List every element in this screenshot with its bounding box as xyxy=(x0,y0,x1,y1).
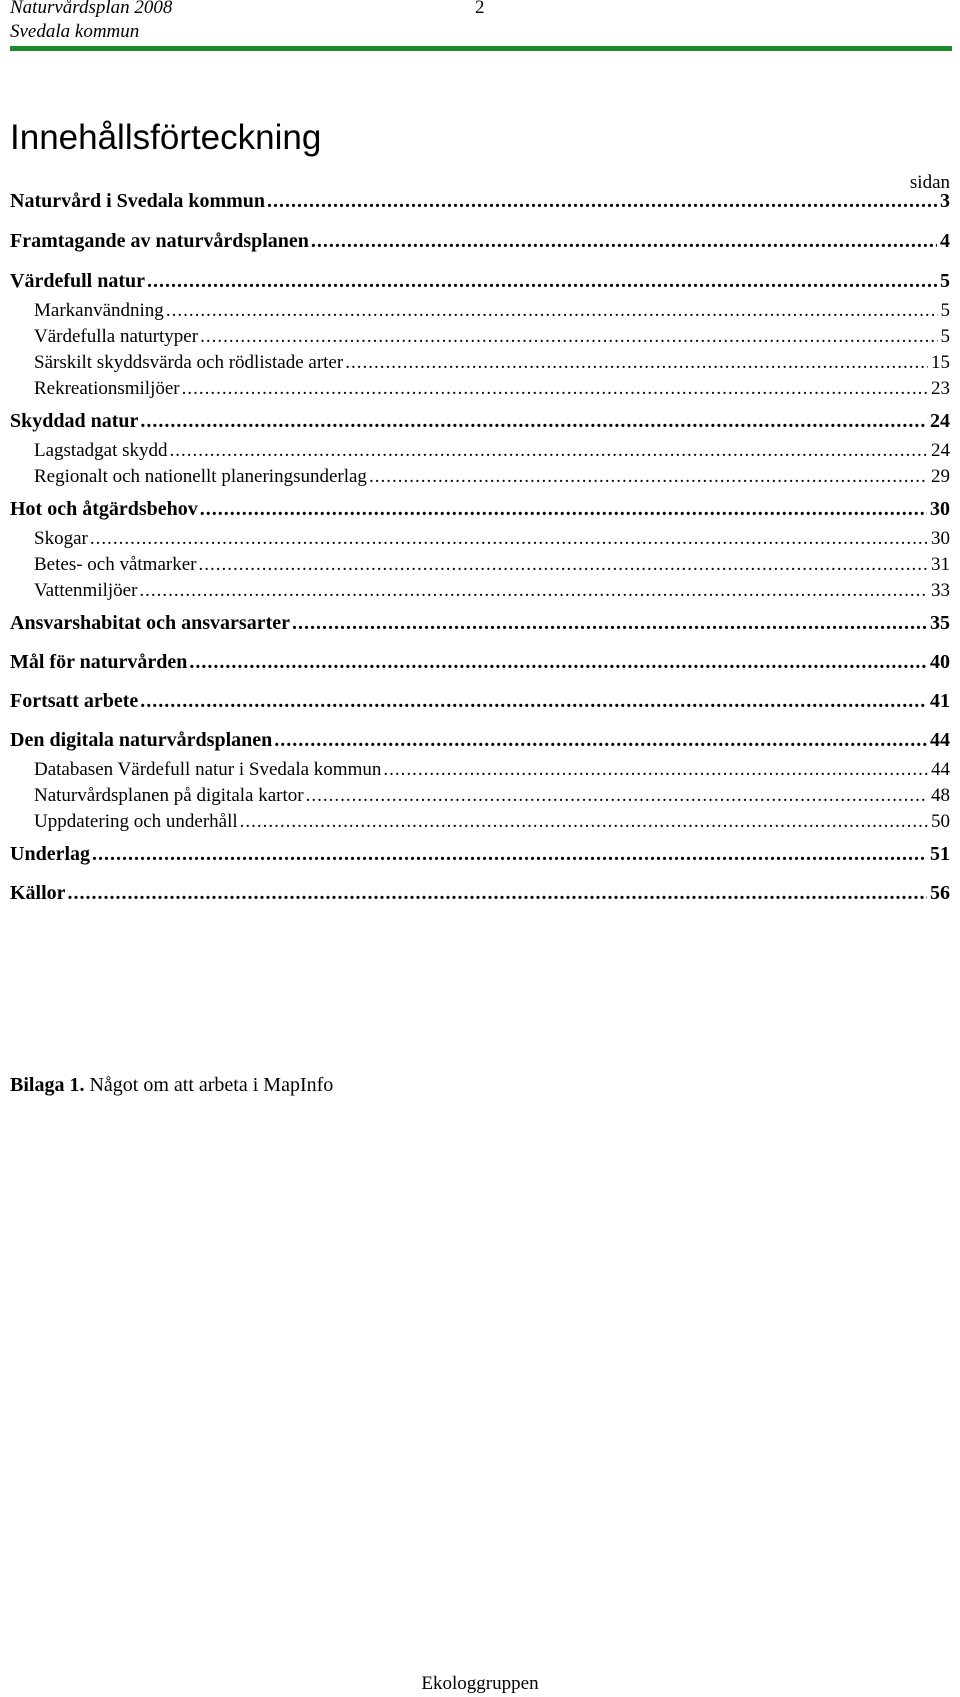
toc-dot-leader xyxy=(292,611,927,635)
toc-dot-leader xyxy=(140,409,927,433)
toc-entry-label: Markanvändning xyxy=(34,300,164,321)
toc-entry-label: Underlag xyxy=(10,843,90,865)
footer-text: Ekologgruppen xyxy=(421,1673,539,1694)
toc-entry-label: Värdefulla naturtyper xyxy=(34,326,199,347)
toc-entry xyxy=(10,881,950,905)
toc-entry xyxy=(10,759,950,781)
toc-dot-leader xyxy=(68,881,927,905)
toc-entry-page: 44 xyxy=(931,759,950,780)
toc-entry-page: 50 xyxy=(931,811,950,832)
toc-dot-leader xyxy=(306,785,928,807)
toc-entry-page: 23 xyxy=(931,378,950,399)
toc-dot-leader xyxy=(189,650,927,674)
toc-entry xyxy=(10,497,950,521)
toc-entry-page: 5 xyxy=(940,300,950,321)
toc-entry-page: 3 xyxy=(940,190,950,212)
toc-entry xyxy=(10,842,950,866)
toc-entry-page: 15 xyxy=(931,352,950,373)
toc-entry-page: 31 xyxy=(931,554,950,575)
toc-entry xyxy=(10,300,950,322)
toc-entry-page: 40 xyxy=(930,651,950,673)
toc-dot-leader xyxy=(311,229,937,253)
toc-dot-leader xyxy=(140,689,927,713)
toc-dot-leader xyxy=(182,378,928,400)
toc-entry xyxy=(10,352,950,374)
toc-entry xyxy=(10,466,950,488)
toc-entry-page: 33 xyxy=(931,580,950,601)
toc-entry-label: Rekreationsmiljöer xyxy=(34,378,180,399)
toc-entry xyxy=(10,229,950,253)
appendix-text: Något om att arbeta i MapInfo xyxy=(89,1074,334,1096)
toc-entry-page: 29 xyxy=(931,466,950,487)
toc-entry-label: Mål för naturvården xyxy=(10,651,188,673)
toc-dot-leader xyxy=(90,528,928,550)
toc-entry xyxy=(10,650,950,674)
page-column-label: sidan xyxy=(909,172,950,193)
appendix-label: Bilaga 1. xyxy=(10,1074,85,1096)
page-title: Innehållsförteckning xyxy=(10,118,322,157)
toc-entry-label: Uppdatering och underhåll xyxy=(34,811,238,832)
toc-dot-leader xyxy=(345,352,928,374)
toc-entry-label: Naturvårdsplanen på digitala kartor xyxy=(34,785,304,806)
toc-entry-label: Särskilt skyddsvärda och rödlistade arter xyxy=(34,352,344,373)
toc-entry-page: 5 xyxy=(940,326,950,347)
toc-entry-page: 24 xyxy=(931,440,950,461)
toc-dot-leader xyxy=(200,497,927,521)
toc-entry-label: Skyddad natur xyxy=(10,410,139,432)
header-page-number: 2 xyxy=(475,0,485,18)
toc-entry xyxy=(10,528,950,550)
toc-dot-leader xyxy=(170,440,928,462)
toc-entry-label: Naturvård i Svedala kommun xyxy=(10,190,266,212)
toc-entry-label: Vattenmiljöer xyxy=(34,580,138,601)
toc-entry xyxy=(10,689,950,713)
table-of-contents xyxy=(10,0,950,1697)
toc-dot-leader xyxy=(139,580,928,602)
toc-entry xyxy=(10,269,950,293)
toc-dot-leader xyxy=(166,300,938,322)
toc-dot-leader xyxy=(240,811,928,833)
toc-entry-label: Lagstadgat skydd xyxy=(34,440,168,461)
toc-entry-page: 4 xyxy=(940,230,950,252)
toc-entry-page: 35 xyxy=(930,612,950,634)
toc-dot-leader xyxy=(267,189,937,213)
toc-entry-page: 5 xyxy=(940,270,950,292)
toc-entry xyxy=(10,580,950,602)
toc-entry xyxy=(10,326,950,348)
toc-entry-page: 41 xyxy=(930,690,950,712)
toc-entry xyxy=(10,378,950,400)
toc-entry-page: 51 xyxy=(930,843,950,865)
toc-entry-label: Den digitala naturvårdsplanen xyxy=(10,729,273,751)
header-subtitle: Svedala kommun xyxy=(10,21,140,42)
toc-entry-page: 48 xyxy=(931,785,950,806)
toc-entry xyxy=(10,440,950,462)
toc-dot-leader xyxy=(147,269,937,293)
toc-entry-label: Framtagande av naturvårdsplanen xyxy=(10,230,309,252)
toc-entry-page: 24 xyxy=(930,410,950,432)
page-footer xyxy=(0,1673,960,1695)
toc-entry-label: Databasen Värdefull natur i Svedala kommun xyxy=(34,759,382,780)
toc-dot-leader xyxy=(92,842,927,866)
toc-entry xyxy=(10,611,950,635)
toc-dot-leader xyxy=(200,326,937,348)
toc-dot-leader xyxy=(383,759,928,781)
toc-dot-leader xyxy=(274,728,927,752)
toc-entry-label: Regionalt och nationellt planeringsunderlag xyxy=(34,466,367,487)
toc-dot-leader xyxy=(198,554,928,576)
toc-entry xyxy=(10,728,950,752)
appendix-entry xyxy=(10,1073,333,1097)
toc-entry xyxy=(10,785,950,807)
toc-entry-label: Källor xyxy=(10,882,66,904)
toc-entry-label: Ansvarshabitat och ansvarsarter xyxy=(10,612,290,634)
toc-entry xyxy=(10,811,950,833)
toc-entry-label: Värdefull natur xyxy=(10,270,145,292)
toc-entry-label: Fortsatt arbete xyxy=(10,690,139,712)
toc-entry xyxy=(10,409,950,433)
toc-dot-leader xyxy=(369,466,928,488)
toc-entry xyxy=(10,554,950,576)
toc-entry-page: 44 xyxy=(930,729,950,751)
toc-entry xyxy=(10,189,950,213)
toc-entry-label: Hot och åtgärdsbehov xyxy=(10,498,198,520)
toc-entry-page: 30 xyxy=(930,498,950,520)
header-title: Naturvårdsplan 2008 xyxy=(10,0,173,18)
toc-entry-label: Skogar xyxy=(34,528,88,549)
toc-entry-page: 30 xyxy=(931,528,950,549)
toc-entry-page: 56 xyxy=(930,882,950,904)
toc-entry-label: Betes- och våtmarker xyxy=(34,554,197,575)
